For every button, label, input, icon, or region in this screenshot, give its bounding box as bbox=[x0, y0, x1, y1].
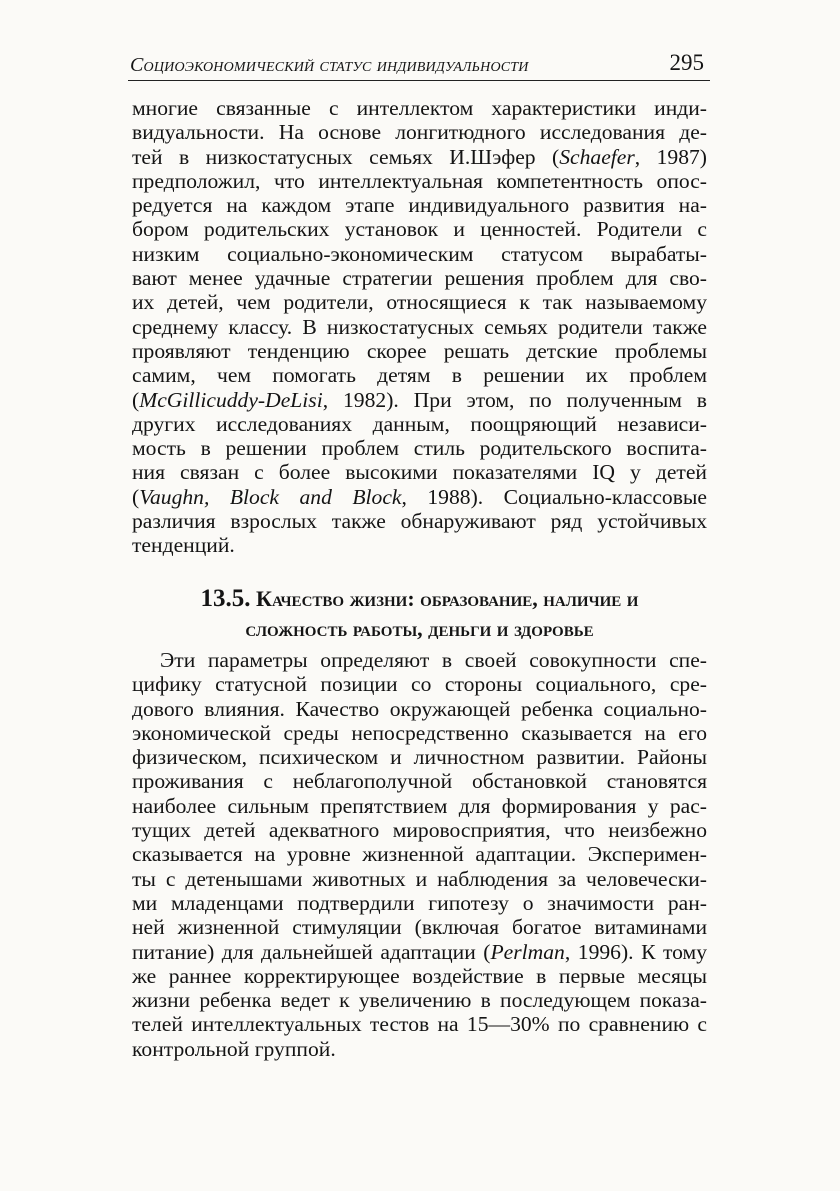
section-number: 13.5. bbox=[200, 585, 251, 612]
running-title: Социоэкономический статус индивидуальности bbox=[130, 54, 529, 76]
text-line: различия взрослых также обнаруживают ряд устойчивых bbox=[132, 509, 707, 534]
text-line: сказывается на уровне жизненной адаптации. Эксперимен- bbox=[132, 842, 707, 867]
text-line: физическом, психическом и личностном развитии. Районы bbox=[132, 745, 707, 770]
text-line: тенденций. bbox=[132, 533, 235, 558]
text-line: проживания с неблагополучной обстановкой становятся bbox=[132, 769, 707, 794]
text-line: среднему классу. В низкостатусных семьях родители также bbox=[132, 314, 707, 339]
text-line: ния связан с более высокими показателями IQ у детей bbox=[132, 460, 707, 485]
section-title-line-2: сложность работы, деньги и здоровье bbox=[245, 616, 594, 641]
text-line: (Vaughn, Block and Block, 1988). Социально-классовые bbox=[132, 484, 707, 509]
text-line: ней жизненной стимуляции (включая богатое витаминами bbox=[132, 915, 707, 940]
text-line: контрольной группой. bbox=[132, 1036, 336, 1061]
text-line: ты с детенышами животных и наблюдения за человечески- bbox=[132, 866, 707, 891]
text-line: самим, чем помогать детям в решении их проблем bbox=[132, 363, 707, 388]
text-line: экономической среды непосредственно сказывается на его bbox=[132, 720, 707, 745]
page-number: 295 bbox=[669, 50, 704, 75]
text-line: наиболее сильным препятствием для формирования у рас- bbox=[132, 793, 707, 818]
text-line: дового влияния. Качество окружающей ребенка социально- bbox=[132, 696, 707, 721]
text-line: питание) для дальнейшей адаптации (Perlman, 1996). К тому bbox=[132, 939, 707, 964]
text-line: телей интеллектуальных тестов на 15—30% по сравнению с bbox=[132, 1012, 707, 1037]
text-line: тей в низкостатусных семьях И.Шэфер (Schaefer, 1987) bbox=[132, 144, 707, 169]
text-line: же раннее корректирующее воздействие в первые месяцы bbox=[132, 963, 707, 988]
section-title-line-1: Качество жизни: образование, наличие и bbox=[256, 586, 639, 611]
text-line: редуется на каждом этапе индивидуального развития на- bbox=[132, 193, 707, 218]
text-line: видуальности. На основе лонгитюдного исследования де- bbox=[132, 120, 707, 145]
paragraph-1 bbox=[132, 96, 707, 558]
paragraph-2 bbox=[132, 648, 707, 1061]
text-line: вают менее удачные стратегии решения проблем для сво- bbox=[132, 266, 707, 291]
text-line: (McGillicuddy-DeLisi, 1982). При этом, по полученным в bbox=[132, 387, 707, 412]
text-line: их детей, чем родители, относящиеся к так называемому bbox=[132, 290, 707, 315]
text-line: цифику статусной позиции со стороны социального, сре- bbox=[132, 672, 707, 697]
text-line: проявляют тенденцию скорее решать детские проблемы bbox=[132, 338, 707, 363]
text-line: ми младенцами подтвердили гипотезу о значимости ран- bbox=[132, 890, 707, 915]
section-heading-line-1 bbox=[132, 584, 707, 614]
text-line: мость в решении проблем стиль родительского воспита- bbox=[132, 436, 707, 461]
text-line: низким социально-экономическим статусом вырабаты- bbox=[132, 241, 707, 266]
text-line: тущих детей адекватного мировосприятия, что неизбежно bbox=[132, 818, 707, 843]
section-heading bbox=[132, 584, 707, 644]
text-line: бором родительских установок и ценностей. Родители с bbox=[132, 217, 707, 242]
text-line: многие связанные с интеллектом характеристики инди- bbox=[132, 96, 707, 120]
text-line: предположил, что интеллектуальная компетентность опос- bbox=[132, 168, 707, 193]
text-line: других исследованиях данным, поощряющий независи- bbox=[132, 411, 707, 436]
text-line: Эти параметры определяют в своей совокупности спе- bbox=[160, 648, 707, 672]
text-line: жизни ребенка ведет к увеличению в последующем показа- bbox=[132, 988, 707, 1013]
running-header bbox=[128, 48, 710, 81]
